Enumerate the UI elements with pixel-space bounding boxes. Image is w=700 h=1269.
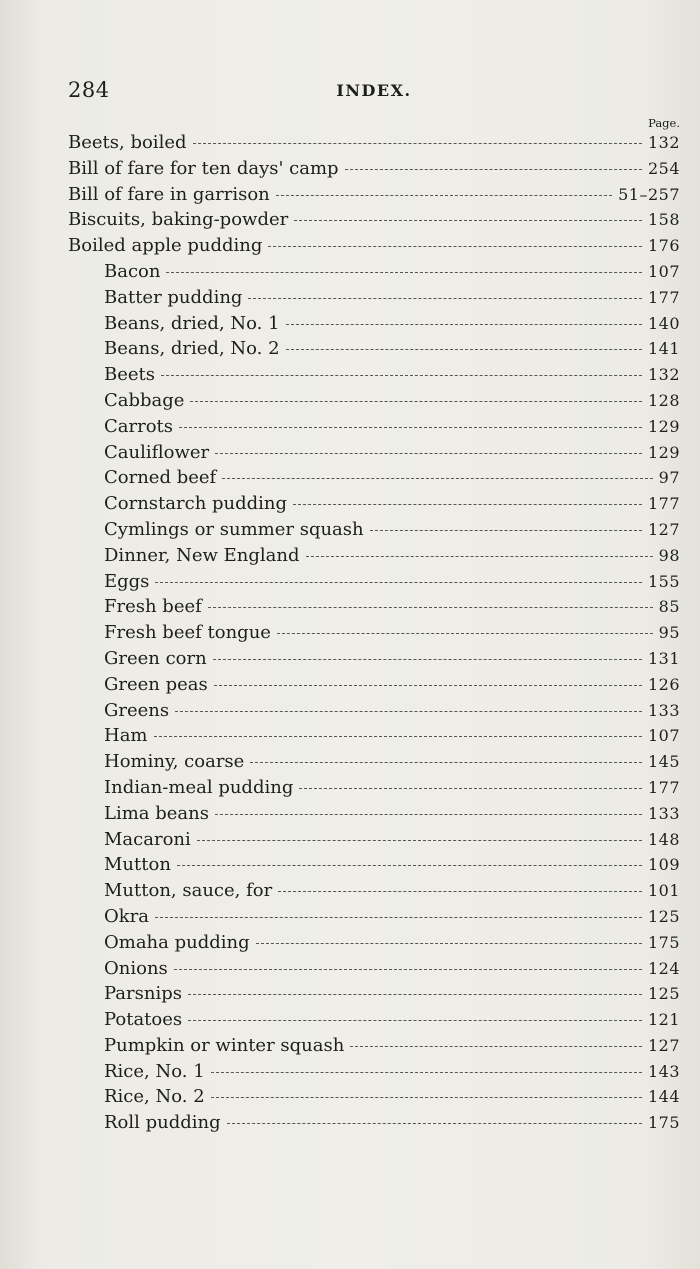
entry-term: Mutton, sauce, for bbox=[104, 880, 273, 902]
entry-page-number: 129 bbox=[647, 416, 680, 436]
dot-leader bbox=[188, 994, 642, 995]
entry-term: Bill of fare for ten days' camp bbox=[68, 157, 339, 179]
dot-leader bbox=[161, 375, 642, 376]
entry-page-number: 127 bbox=[647, 1035, 680, 1055]
dot-leader bbox=[190, 401, 641, 402]
dot-leader bbox=[248, 298, 642, 299]
dot-leader bbox=[350, 1046, 642, 1047]
entry-term: Eggs bbox=[104, 570, 150, 592]
dot-leader bbox=[306, 556, 653, 557]
dot-leader bbox=[214, 685, 642, 686]
dot-leader bbox=[278, 891, 642, 892]
entry-term: Bacon bbox=[104, 260, 161, 282]
index-subentry bbox=[68, 930, 680, 956]
index-subentry bbox=[68, 388, 680, 414]
page-column-label: Page. bbox=[648, 116, 680, 130]
dot-leader bbox=[268, 246, 642, 247]
dot-leader bbox=[294, 220, 642, 221]
index-entry bbox=[68, 182, 680, 208]
dot-leader bbox=[276, 195, 612, 196]
entry-term: Cabbage bbox=[104, 389, 185, 411]
entry-term: Carrots bbox=[104, 415, 174, 437]
index-entry bbox=[68, 130, 680, 156]
entry-page-number: 140 bbox=[647, 313, 680, 333]
dot-leader bbox=[277, 633, 653, 634]
entry-term: Corned beef bbox=[104, 467, 217, 489]
entry-term: Mutton bbox=[104, 854, 171, 876]
entry-term: Parsnips bbox=[104, 983, 182, 1005]
index-subentry bbox=[68, 672, 680, 698]
index-subentry bbox=[68, 465, 680, 491]
entry-term: Green peas bbox=[104, 673, 208, 695]
entry-term: Beans, dried, No. 2 bbox=[104, 338, 280, 360]
index-subentry bbox=[68, 904, 680, 930]
entry-term: Potatoes bbox=[104, 1009, 183, 1031]
index-entry bbox=[68, 233, 680, 259]
entry-page-number: 158 bbox=[647, 210, 680, 230]
dot-leader bbox=[197, 840, 642, 841]
entry-page-number: 125 bbox=[647, 984, 680, 1004]
page-number: 284 bbox=[68, 78, 110, 102]
entry-page-number: 155 bbox=[647, 571, 680, 591]
index-subentry bbox=[68, 414, 680, 440]
entry-term: Beans, dried, No. 1 bbox=[104, 312, 280, 334]
index-subentry bbox=[68, 569, 680, 595]
dot-leader bbox=[174, 969, 642, 970]
index-subentry bbox=[68, 543, 680, 569]
entry-term: Rice, No. 2 bbox=[104, 1086, 205, 1108]
index-subentry bbox=[68, 285, 680, 311]
index-subentry bbox=[68, 1007, 680, 1033]
index-subentry bbox=[68, 1110, 680, 1136]
index-subentry bbox=[68, 491, 680, 517]
index-subentry bbox=[68, 1059, 680, 1085]
entry-page-number: 177 bbox=[647, 287, 680, 307]
dot-leader bbox=[175, 711, 642, 712]
dot-leader bbox=[155, 917, 642, 918]
index-subentry bbox=[68, 336, 680, 362]
entry-page-number: 51–257 bbox=[618, 184, 680, 204]
dot-leader bbox=[286, 324, 642, 325]
entry-page-number: 254 bbox=[647, 158, 680, 178]
index-subentry bbox=[68, 311, 680, 337]
entry-term: Roll pudding bbox=[104, 1112, 221, 1134]
index-subentry bbox=[68, 1084, 680, 1110]
entry-page-number: 121 bbox=[647, 1010, 680, 1030]
entry-page-number: 131 bbox=[647, 648, 680, 668]
running-head: INDEX. bbox=[336, 81, 412, 100]
dot-leader bbox=[193, 143, 642, 144]
dot-leader bbox=[370, 530, 642, 531]
dot-leader bbox=[188, 1020, 642, 1021]
index-subentry bbox=[68, 775, 680, 801]
index-subentry bbox=[68, 981, 680, 1007]
dot-leader bbox=[211, 1097, 642, 1098]
entry-term: Greens bbox=[104, 699, 170, 721]
entry-page-number: 107 bbox=[647, 261, 680, 281]
entry-page-number: 177 bbox=[647, 494, 680, 514]
entry-term: Batter pudding bbox=[104, 286, 243, 308]
entry-page-number: 177 bbox=[647, 777, 680, 797]
entry-term: Macaroni bbox=[104, 828, 191, 850]
entry-page-number: 126 bbox=[647, 674, 680, 694]
entry-term: Rice, No. 1 bbox=[104, 1060, 205, 1082]
entry-page-number: 132 bbox=[647, 133, 680, 152]
index-subentry bbox=[68, 827, 680, 853]
entry-term: Green corn bbox=[104, 647, 207, 669]
page-header bbox=[68, 78, 680, 108]
dot-leader bbox=[222, 478, 652, 479]
dot-leader bbox=[208, 607, 653, 608]
entry-page-number: 95 bbox=[658, 623, 680, 643]
index-list bbox=[68, 130, 680, 1136]
dot-leader bbox=[345, 169, 642, 170]
index-subentry bbox=[68, 852, 680, 878]
entry-term: Cornstarch pudding bbox=[104, 493, 288, 515]
dot-leader bbox=[293, 504, 642, 505]
entry-term: Indian-meal pudding bbox=[104, 776, 294, 798]
entry-term: Onions bbox=[104, 957, 168, 979]
index-subentry bbox=[68, 362, 680, 388]
dot-leader bbox=[213, 659, 642, 660]
index-subentry bbox=[68, 259, 680, 285]
entry-term: Cymlings or summer squash bbox=[104, 518, 364, 540]
index-subentry bbox=[68, 620, 680, 646]
entry-term: Fresh beef tongue bbox=[104, 622, 271, 644]
entry-term: Okra bbox=[104, 905, 149, 927]
dot-leader bbox=[299, 788, 642, 789]
entry-page-number: 85 bbox=[658, 597, 680, 617]
entry-page-number: 132 bbox=[647, 365, 680, 385]
index-subentry bbox=[68, 723, 680, 749]
entry-term: Lima beans bbox=[104, 802, 209, 824]
index-subentry bbox=[68, 1033, 680, 1059]
entry-term: Biscuits, baking-powder bbox=[68, 209, 289, 231]
index-entry bbox=[68, 156, 680, 182]
entry-page-number: 175 bbox=[647, 1113, 680, 1133]
entry-term: Ham bbox=[104, 725, 148, 747]
dot-leader bbox=[177, 865, 642, 866]
entry-page-number: 127 bbox=[647, 519, 680, 539]
dot-leader bbox=[227, 1123, 642, 1124]
index-subentry bbox=[68, 698, 680, 724]
entry-page-number: 133 bbox=[647, 700, 680, 720]
dot-leader bbox=[256, 943, 642, 944]
entry-page-number: 144 bbox=[647, 1087, 680, 1107]
entry-term: Fresh beef bbox=[104, 596, 202, 618]
dot-leader bbox=[286, 349, 642, 350]
index-subentry bbox=[68, 594, 680, 620]
index-subentry bbox=[68, 517, 680, 543]
index-subentry bbox=[68, 646, 680, 672]
entry-page-number: 143 bbox=[647, 1061, 680, 1081]
dot-leader bbox=[250, 762, 642, 763]
entry-page-number: 125 bbox=[647, 906, 680, 926]
entry-page-number: 109 bbox=[647, 855, 680, 875]
entry-term: Omaha pudding bbox=[104, 931, 250, 953]
dot-leader bbox=[211, 1072, 642, 1073]
entry-page-number: 145 bbox=[647, 752, 680, 772]
entry-page-number: 124 bbox=[647, 958, 680, 978]
entry-page-number: 129 bbox=[647, 442, 680, 462]
index-entry bbox=[68, 207, 680, 233]
entry-term: Pumpkin or winter squash bbox=[104, 1034, 345, 1056]
entry-page-number: 176 bbox=[647, 236, 680, 256]
entry-page-number: 107 bbox=[647, 726, 680, 746]
entry-page-number: 128 bbox=[647, 390, 680, 410]
entry-term: Bill of fare in garrison bbox=[68, 183, 270, 205]
entry-term: Cauliflower bbox=[104, 441, 210, 463]
entry-page-number: 97 bbox=[658, 468, 680, 488]
entry-term: Boiled apple pudding bbox=[68, 235, 263, 257]
entry-page-number: 148 bbox=[647, 829, 680, 849]
entry-term: Beets bbox=[104, 364, 156, 386]
index-subentry bbox=[68, 956, 680, 982]
dot-leader bbox=[215, 814, 642, 815]
dot-leader bbox=[166, 272, 641, 273]
dot-leader bbox=[179, 427, 642, 428]
entry-term: Dinner, New England bbox=[104, 544, 300, 566]
index-subentry bbox=[68, 801, 680, 827]
entry-page-number: 101 bbox=[647, 881, 680, 901]
entry-term: Hominy, coarse bbox=[104, 751, 245, 773]
index-subentry bbox=[68, 440, 680, 466]
entry-page-number: 98 bbox=[658, 545, 680, 565]
entry-page-number: 133 bbox=[647, 803, 680, 823]
dot-leader bbox=[215, 453, 642, 454]
entry-page-number: 141 bbox=[647, 339, 680, 359]
entry-term: Beets, boiled bbox=[68, 132, 187, 153]
index-subentry bbox=[68, 749, 680, 775]
dot-leader bbox=[155, 582, 642, 583]
entry-page-number: 175 bbox=[647, 932, 680, 952]
index-subentry bbox=[68, 878, 680, 904]
dot-leader bbox=[154, 736, 642, 737]
